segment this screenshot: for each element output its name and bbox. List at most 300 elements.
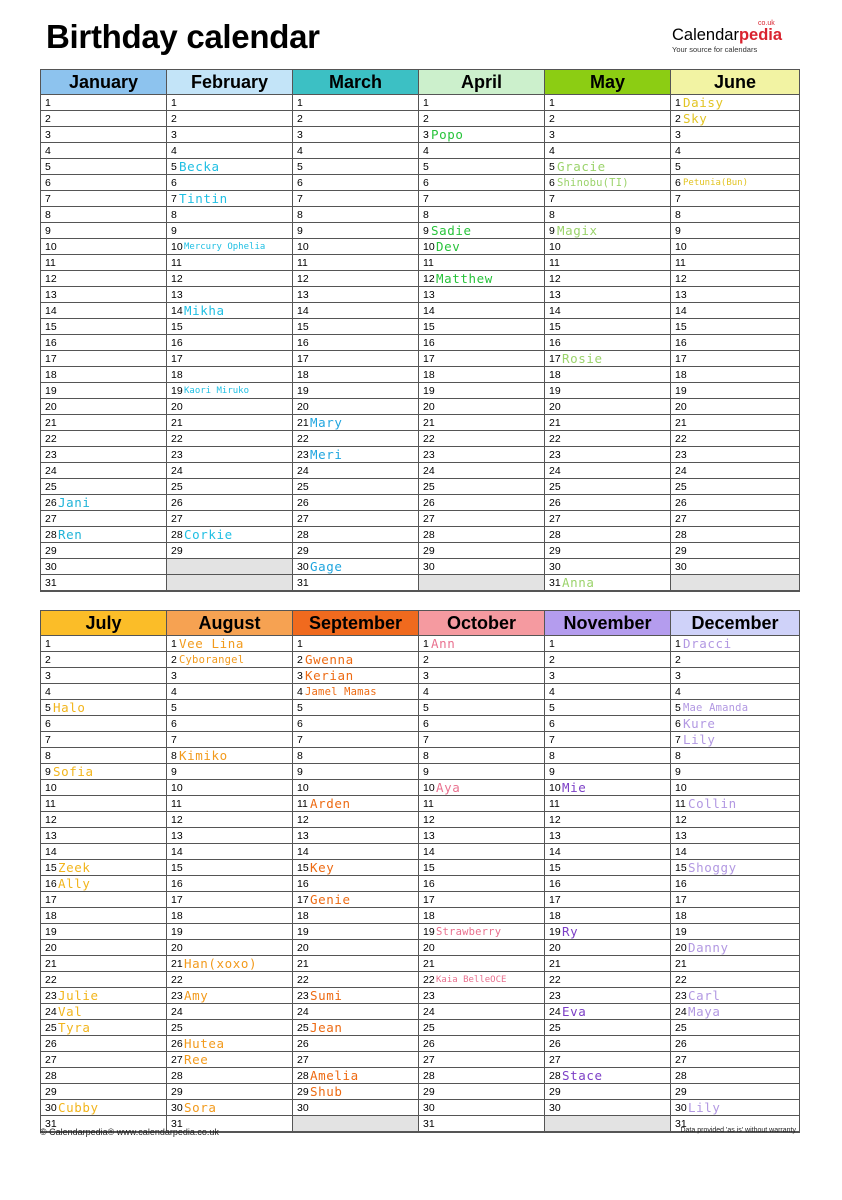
- day-row[interactable]: [419, 207, 544, 223]
- day-row[interactable]: [167, 796, 292, 812]
- day-row[interactable]: [167, 876, 292, 892]
- day-row[interactable]: [419, 175, 544, 191]
- day-row[interactable]: [545, 287, 670, 303]
- day-row[interactable]: [293, 367, 418, 383]
- day-row[interactable]: [293, 732, 418, 748]
- day-row[interactable]: [545, 319, 670, 335]
- day-row[interactable]: [41, 463, 166, 479]
- day-row[interactable]: [545, 399, 670, 415]
- day-row[interactable]: [671, 175, 799, 191]
- day-row[interactable]: [167, 956, 292, 972]
- day-row[interactable]: [293, 700, 418, 716]
- day-row[interactable]: [167, 255, 292, 271]
- day-row[interactable]: [671, 559, 799, 575]
- day-row[interactable]: [545, 527, 670, 543]
- day-row[interactable]: [167, 748, 292, 764]
- day-row[interactable]: [41, 175, 166, 191]
- day-row[interactable]: [545, 223, 670, 239]
- day-row[interactable]: [167, 127, 292, 143]
- day-row[interactable]: [167, 1036, 292, 1052]
- day-row[interactable]: [419, 940, 544, 956]
- day-row[interactable]: [419, 111, 544, 127]
- day-row[interactable]: [293, 111, 418, 127]
- day-row[interactable]: [671, 748, 799, 764]
- day-row[interactable]: [167, 940, 292, 956]
- day-row[interactable]: [419, 860, 544, 876]
- day-row[interactable]: [545, 143, 670, 159]
- day-row[interactable]: [545, 175, 670, 191]
- day-row[interactable]: [671, 495, 799, 511]
- day-row[interactable]: [41, 271, 166, 287]
- day-row[interactable]: [167, 287, 292, 303]
- day-row[interactable]: [41, 1068, 166, 1084]
- day-row[interactable]: [545, 367, 670, 383]
- day-row[interactable]: [41, 1100, 166, 1116]
- day-row[interactable]: [419, 447, 544, 463]
- day-row[interactable]: [671, 271, 799, 287]
- day-row[interactable]: [41, 972, 166, 988]
- day-row[interactable]: [167, 495, 292, 511]
- day-row[interactable]: [671, 972, 799, 988]
- day-row[interactable]: [419, 844, 544, 860]
- day-row[interactable]: [419, 876, 544, 892]
- day-row[interactable]: [41, 796, 166, 812]
- day-row[interactable]: [293, 207, 418, 223]
- day-row[interactable]: [167, 652, 292, 668]
- day-row[interactable]: [671, 239, 799, 255]
- day-row[interactable]: [671, 1068, 799, 1084]
- day-row[interactable]: [167, 239, 292, 255]
- day-row[interactable]: [41, 335, 166, 351]
- day-row[interactable]: [671, 415, 799, 431]
- day-row[interactable]: [167, 527, 292, 543]
- day-row[interactable]: [671, 303, 799, 319]
- day-row[interactable]: [41, 95, 166, 111]
- day-row[interactable]: [167, 636, 292, 652]
- day-row[interactable]: [293, 1020, 418, 1036]
- day-row[interactable]: [545, 876, 670, 892]
- day-row[interactable]: [293, 223, 418, 239]
- day-row[interactable]: [419, 271, 544, 287]
- day-row[interactable]: [545, 431, 670, 447]
- day-row[interactable]: [167, 303, 292, 319]
- day-row[interactable]: [671, 511, 799, 527]
- day-row[interactable]: [293, 716, 418, 732]
- day-row[interactable]: [167, 175, 292, 191]
- day-row[interactable]: [671, 1084, 799, 1100]
- day-row[interactable]: [671, 1004, 799, 1020]
- day-row[interactable]: [293, 764, 418, 780]
- day-row[interactable]: [671, 159, 799, 175]
- day-row[interactable]: [671, 367, 799, 383]
- day-row[interactable]: [545, 255, 670, 271]
- day-row[interactable]: [41, 924, 166, 940]
- day-row[interactable]: [41, 367, 166, 383]
- day-row[interactable]: [419, 1068, 544, 1084]
- day-row[interactable]: [419, 764, 544, 780]
- day-row[interactable]: [293, 812, 418, 828]
- day-row[interactable]: [671, 527, 799, 543]
- day-row[interactable]: [167, 716, 292, 732]
- day-row[interactable]: [671, 652, 799, 668]
- day-row[interactable]: [41, 303, 166, 319]
- day-row[interactable]: [671, 860, 799, 876]
- day-row[interactable]: [545, 1052, 670, 1068]
- day-row[interactable]: [671, 351, 799, 367]
- day-row[interactable]: [293, 860, 418, 876]
- day-row[interactable]: [293, 335, 418, 351]
- day-row[interactable]: [419, 1100, 544, 1116]
- day-row[interactable]: [419, 495, 544, 511]
- day-row[interactable]: [671, 447, 799, 463]
- day-row[interactable]: [167, 399, 292, 415]
- day-row[interactable]: [419, 143, 544, 159]
- day-row[interactable]: [545, 95, 670, 111]
- day-row[interactable]: [293, 431, 418, 447]
- day-row[interactable]: [419, 1116, 544, 1132]
- day-row[interactable]: [293, 415, 418, 431]
- day-row[interactable]: [545, 111, 670, 127]
- day-row[interactable]: [545, 207, 670, 223]
- day-row[interactable]: [293, 844, 418, 860]
- day-row[interactable]: [419, 700, 544, 716]
- day-row[interactable]: [671, 844, 799, 860]
- day-row[interactable]: [167, 924, 292, 940]
- day-row[interactable]: [41, 255, 166, 271]
- day-row[interactable]: [671, 111, 799, 127]
- day-row[interactable]: [419, 972, 544, 988]
- day-row[interactable]: [419, 527, 544, 543]
- day-row[interactable]: [419, 335, 544, 351]
- day-row[interactable]: [167, 271, 292, 287]
- day-row[interactable]: [545, 988, 670, 1004]
- day-row[interactable]: [545, 1100, 670, 1116]
- day-row[interactable]: [293, 479, 418, 495]
- day-row[interactable]: [41, 239, 166, 255]
- day-row[interactable]: [293, 191, 418, 207]
- day-row[interactable]: [545, 716, 670, 732]
- day-row[interactable]: [545, 940, 670, 956]
- day-row[interactable]: [419, 95, 544, 111]
- day-row[interactable]: [545, 575, 670, 591]
- day-row[interactable]: [41, 700, 166, 716]
- day-row[interactable]: [167, 143, 292, 159]
- day-row[interactable]: [293, 95, 418, 111]
- day-row[interactable]: [545, 684, 670, 700]
- day-row[interactable]: [41, 447, 166, 463]
- day-row[interactable]: [293, 143, 418, 159]
- day-row[interactable]: [671, 780, 799, 796]
- day-row[interactable]: [545, 303, 670, 319]
- day-row[interactable]: [167, 1020, 292, 1036]
- day-row[interactable]: [167, 732, 292, 748]
- day-row[interactable]: [41, 684, 166, 700]
- day-row[interactable]: [419, 892, 544, 908]
- day-row[interactable]: [545, 892, 670, 908]
- day-row[interactable]: [419, 924, 544, 940]
- day-row[interactable]: [419, 255, 544, 271]
- day-row[interactable]: [419, 1052, 544, 1068]
- day-row[interactable]: [419, 431, 544, 447]
- day-row[interactable]: [41, 748, 166, 764]
- day-row[interactable]: [167, 1084, 292, 1100]
- day-row[interactable]: [671, 319, 799, 335]
- day-row[interactable]: [41, 956, 166, 972]
- day-row[interactable]: [419, 732, 544, 748]
- day-row[interactable]: [671, 335, 799, 351]
- day-row[interactable]: [419, 684, 544, 700]
- day-row[interactable]: [419, 127, 544, 143]
- day-row[interactable]: [293, 511, 418, 527]
- day-row[interactable]: [419, 399, 544, 415]
- day-row[interactable]: [671, 796, 799, 812]
- day-row[interactable]: [41, 127, 166, 143]
- day-row[interactable]: [671, 143, 799, 159]
- day-row[interactable]: [671, 1036, 799, 1052]
- day-row[interactable]: [293, 543, 418, 559]
- day-row[interactable]: [671, 876, 799, 892]
- day-row[interactable]: [167, 319, 292, 335]
- day-row[interactable]: [293, 159, 418, 175]
- day-row[interactable]: [419, 319, 544, 335]
- day-row[interactable]: [545, 844, 670, 860]
- day-row[interactable]: [167, 812, 292, 828]
- day-row[interactable]: [671, 399, 799, 415]
- day-row[interactable]: [545, 796, 670, 812]
- day-row[interactable]: [419, 543, 544, 559]
- day-row[interactable]: [293, 303, 418, 319]
- day-row[interactable]: [167, 447, 292, 463]
- day-row[interactable]: [545, 239, 670, 255]
- day-row[interactable]: [293, 239, 418, 255]
- day-row[interactable]: [167, 684, 292, 700]
- day-row[interactable]: [545, 732, 670, 748]
- day-row[interactable]: [41, 1004, 166, 1020]
- day-row[interactable]: [167, 700, 292, 716]
- day-row[interactable]: [671, 700, 799, 716]
- day-row[interactable]: [419, 1036, 544, 1052]
- day-row[interactable]: [671, 668, 799, 684]
- day-row[interactable]: [167, 844, 292, 860]
- day-row[interactable]: [293, 956, 418, 972]
- day-row[interactable]: [167, 1052, 292, 1068]
- day-row[interactable]: [167, 223, 292, 239]
- day-row[interactable]: [545, 463, 670, 479]
- day-row[interactable]: [293, 636, 418, 652]
- day-row[interactable]: [419, 780, 544, 796]
- day-row[interactable]: [293, 463, 418, 479]
- day-row[interactable]: [419, 559, 544, 575]
- day-row[interactable]: [671, 479, 799, 495]
- day-row[interactable]: [545, 159, 670, 175]
- day-row[interactable]: [419, 159, 544, 175]
- day-row[interactable]: [41, 543, 166, 559]
- day-row[interactable]: [293, 447, 418, 463]
- day-row[interactable]: [41, 511, 166, 527]
- day-row[interactable]: [41, 876, 166, 892]
- day-row[interactable]: [167, 1004, 292, 1020]
- day-row[interactable]: [41, 575, 166, 591]
- day-row[interactable]: [41, 431, 166, 447]
- day-row[interactable]: [167, 383, 292, 399]
- day-row[interactable]: [545, 700, 670, 716]
- day-row[interactable]: [419, 668, 544, 684]
- day-row[interactable]: [41, 892, 166, 908]
- day-row[interactable]: [41, 668, 166, 684]
- day-row[interactable]: [293, 1068, 418, 1084]
- day-row[interactable]: [545, 1068, 670, 1084]
- day-row[interactable]: [671, 207, 799, 223]
- day-row[interactable]: [167, 479, 292, 495]
- day-row[interactable]: [419, 479, 544, 495]
- day-row[interactable]: [293, 876, 418, 892]
- day-row[interactable]: [671, 764, 799, 780]
- day-row[interactable]: [41, 527, 166, 543]
- day-row[interactable]: [545, 383, 670, 399]
- day-row[interactable]: [545, 415, 670, 431]
- day-row[interactable]: [671, 543, 799, 559]
- day-row[interactable]: [293, 527, 418, 543]
- day-row[interactable]: [545, 652, 670, 668]
- day-row[interactable]: [167, 367, 292, 383]
- day-row[interactable]: [419, 367, 544, 383]
- day-row[interactable]: [293, 319, 418, 335]
- day-row[interactable]: [419, 796, 544, 812]
- day-row[interactable]: [293, 383, 418, 399]
- day-row[interactable]: [41, 383, 166, 399]
- day-row[interactable]: [293, 1004, 418, 1020]
- day-row[interactable]: [41, 764, 166, 780]
- day-row[interactable]: [41, 159, 166, 175]
- day-row[interactable]: [419, 463, 544, 479]
- day-row[interactable]: [41, 415, 166, 431]
- day-row[interactable]: [41, 636, 166, 652]
- day-row[interactable]: [293, 940, 418, 956]
- day-row[interactable]: [671, 431, 799, 447]
- day-row[interactable]: [293, 988, 418, 1004]
- day-row[interactable]: [293, 271, 418, 287]
- day-row[interactable]: [167, 207, 292, 223]
- day-row[interactable]: [671, 908, 799, 924]
- day-row[interactable]: [293, 796, 418, 812]
- day-row[interactable]: [545, 668, 670, 684]
- day-row[interactable]: [41, 1020, 166, 1036]
- day-row[interactable]: [671, 684, 799, 700]
- day-row[interactable]: [671, 892, 799, 908]
- day-row[interactable]: [167, 908, 292, 924]
- day-row[interactable]: [41, 399, 166, 415]
- day-row[interactable]: [671, 988, 799, 1004]
- day-row[interactable]: [41, 844, 166, 860]
- day-row[interactable]: [671, 383, 799, 399]
- day-row[interactable]: [41, 495, 166, 511]
- day-row[interactable]: [41, 716, 166, 732]
- day-row[interactable]: [545, 495, 670, 511]
- day-row[interactable]: [545, 191, 670, 207]
- day-row[interactable]: [293, 924, 418, 940]
- day-row[interactable]: [293, 127, 418, 143]
- day-row[interactable]: [167, 415, 292, 431]
- day-row[interactable]: [41, 319, 166, 335]
- day-row[interactable]: [167, 335, 292, 351]
- day-row[interactable]: [545, 351, 670, 367]
- day-row[interactable]: [293, 1036, 418, 1052]
- day-row[interactable]: [545, 924, 670, 940]
- day-row[interactable]: [167, 463, 292, 479]
- day-row[interactable]: [167, 780, 292, 796]
- day-row[interactable]: [167, 860, 292, 876]
- day-row[interactable]: [167, 828, 292, 844]
- day-row[interactable]: [671, 956, 799, 972]
- day-row[interactable]: [41, 191, 166, 207]
- day-row[interactable]: [41, 287, 166, 303]
- day-row[interactable]: [419, 287, 544, 303]
- day-row[interactable]: [545, 1036, 670, 1052]
- day-row[interactable]: [293, 495, 418, 511]
- day-row[interactable]: [419, 812, 544, 828]
- day-row[interactable]: [293, 351, 418, 367]
- day-row[interactable]: [419, 636, 544, 652]
- day-row[interactable]: [41, 652, 166, 668]
- day-row[interactable]: [419, 748, 544, 764]
- day-row[interactable]: [41, 223, 166, 239]
- day-row[interactable]: [545, 908, 670, 924]
- day-row[interactable]: [41, 1036, 166, 1052]
- day-row[interactable]: [41, 559, 166, 575]
- day-row[interactable]: [671, 1100, 799, 1116]
- day-row[interactable]: [419, 383, 544, 399]
- day-row[interactable]: [41, 732, 166, 748]
- day-row[interactable]: [671, 1052, 799, 1068]
- day-row[interactable]: [419, 223, 544, 239]
- day-row[interactable]: [419, 191, 544, 207]
- day-row[interactable]: [671, 287, 799, 303]
- day-row[interactable]: [545, 812, 670, 828]
- day-row[interactable]: [671, 924, 799, 940]
- day-row[interactable]: [419, 652, 544, 668]
- day-row[interactable]: [293, 559, 418, 575]
- day-row[interactable]: [293, 684, 418, 700]
- day-row[interactable]: [419, 1020, 544, 1036]
- day-row[interactable]: [41, 1084, 166, 1100]
- day-row[interactable]: [419, 351, 544, 367]
- day-row[interactable]: [545, 559, 670, 575]
- day-row[interactable]: [671, 636, 799, 652]
- day-row[interactable]: [41, 351, 166, 367]
- day-row[interactable]: [41, 780, 166, 796]
- day-row[interactable]: [41, 908, 166, 924]
- day-row[interactable]: [167, 892, 292, 908]
- day-row[interactable]: [41, 988, 166, 1004]
- day-row[interactable]: [545, 271, 670, 287]
- day-row[interactable]: [671, 940, 799, 956]
- day-row[interactable]: [671, 127, 799, 143]
- day-row[interactable]: [545, 479, 670, 495]
- day-row[interactable]: [419, 716, 544, 732]
- day-row[interactable]: [419, 303, 544, 319]
- day-row[interactable]: [671, 716, 799, 732]
- day-row[interactable]: [419, 956, 544, 972]
- day-row[interactable]: [293, 287, 418, 303]
- day-row[interactable]: [419, 239, 544, 255]
- day-row[interactable]: [293, 399, 418, 415]
- day-row[interactable]: [167, 972, 292, 988]
- day-row[interactable]: [545, 335, 670, 351]
- day-row[interactable]: [293, 828, 418, 844]
- day-row[interactable]: [293, 892, 418, 908]
- day-row[interactable]: [671, 255, 799, 271]
- day-row[interactable]: [545, 828, 670, 844]
